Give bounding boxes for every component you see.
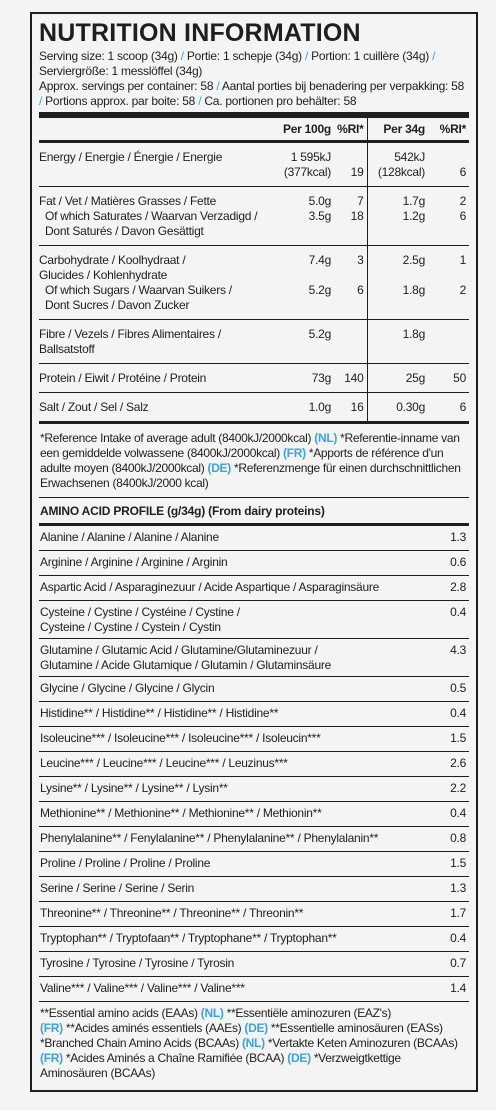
amino-name-line-1: Arginine / Arginine / Arginine / Arginin bbox=[40, 555, 228, 569]
amino-value: 1.5 bbox=[450, 731, 466, 745]
amino-value: 0.4 bbox=[450, 605, 466, 619]
amino-name bbox=[40, 806, 322, 821]
amino-name-line-1: Alanine / Alanine / Alanine / Alanine bbox=[40, 530, 219, 544]
amino-name-line-1: Leucine*** / Leucine*** / Leucine*** / Leuzinus*** bbox=[40, 756, 288, 770]
footnote-bcaa-fr: *Acides Aminés a Chaîne Ramifiée (BCAA) bbox=[65, 1051, 285, 1065]
carbs-label-2: Glucides / Kohlenhydrate bbox=[39, 268, 168, 282]
ri-note bbox=[39, 424, 469, 497]
amino-name-line-1: Cysteine / Cystine / Cystéine / Cystine / bbox=[40, 605, 240, 619]
amino-value: 2.6 bbox=[450, 756, 466, 770]
row-fibre bbox=[39, 320, 469, 364]
amino-row bbox=[39, 752, 469, 777]
footnote-eaa-fr: **Acides aminés essentiels (AAEs) bbox=[65, 1021, 242, 1035]
amino-row bbox=[39, 526, 469, 551]
servings-fr: Portions approx. par boite: 58 bbox=[45, 94, 196, 108]
serving-info: Serving size: 1 scoop (34g) / Portie: 1 schepje (34g) / Portion: 1 cuillère (34g) / Serviergröße: 1 messlöffel (34g) Approx. servings per container: 58 / Aantal porties bij benadering per verpakking: 58 / Portions approx. par boite: 58 / Ca. portionen pro behälter: 58 bbox=[39, 49, 465, 108]
energy-ri1: 19 bbox=[331, 142, 367, 187]
ri-note-de: *Referenzmenge für einen durchschnittlichen Erwachsenen (8400kJ/2000 kcal) bbox=[40, 461, 461, 490]
amino-name bbox=[40, 881, 194, 896]
fibre-label: Fibre / Vezels / Fibres Alimentaires / Ballsatstoff bbox=[39, 320, 271, 364]
amino-value: 0.4 bbox=[450, 806, 466, 820]
protein-p100: 73g bbox=[271, 364, 331, 393]
energy-kcal34: (128kcal) bbox=[377, 165, 425, 179]
amino-name-line-1: Lysine** / Lysine** / Lysine** / Lysin** bbox=[40, 781, 228, 795]
saturates-label-1: Of which Saturates / Waarvan Verzadigd / bbox=[45, 209, 258, 223]
serving-size-nl: Portie: 1 schepje (34g) bbox=[186, 49, 302, 63]
amino-name bbox=[40, 681, 214, 696]
amino-row bbox=[39, 551, 469, 576]
amino-value: 0.4 bbox=[450, 706, 466, 720]
label-title: NUTRITION INFORMATION bbox=[39, 19, 361, 47]
fat-ri2: 2 bbox=[459, 194, 466, 208]
amino-name-line-1: Tryptophan** / Tryptofaan** / Tryptophane** / Tryptophan** bbox=[40, 931, 337, 945]
amino-name-line-2: Cysteine / Cystine / Cystein / Cystin bbox=[40, 620, 221, 634]
amino-row bbox=[39, 677, 469, 702]
serving-size-de: Serviergröße: 1 messlöffel (34g) bbox=[39, 64, 203, 78]
protein-label: Protein / Eiwit / Protéine / Protein bbox=[39, 364, 271, 393]
row-carbs-group bbox=[39, 246, 469, 320]
footnote-eaa-nl-tag: (NL) bbox=[200, 1006, 224, 1020]
footnote-bcaa-fr-tag: (FR) bbox=[40, 1051, 63, 1065]
row-protein bbox=[39, 364, 469, 393]
salt-p34: 0.30g bbox=[367, 393, 425, 423]
sugars-p34: 1.8g bbox=[402, 283, 425, 297]
amino-name bbox=[40, 756, 288, 771]
amino-name-line-1: Methionine** / Methionine** / Methionine** / Methionin** bbox=[40, 806, 322, 820]
amino-list bbox=[39, 526, 469, 1002]
row-energy bbox=[39, 142, 469, 187]
ri-note-fr-tag: (FR) bbox=[282, 446, 306, 460]
amino-row bbox=[39, 902, 469, 927]
salt-ri1: 16 bbox=[331, 393, 367, 423]
saturates-ri2: 6 bbox=[459, 209, 466, 223]
amino-name-line-1: Serine / Serine / Serine / Serin bbox=[40, 881, 195, 895]
sugars-ri1: 6 bbox=[357, 283, 364, 297]
amino-name bbox=[40, 781, 228, 796]
amino-value: 0.6 bbox=[450, 555, 466, 569]
footnote-bcaa-de-tag: (DE) bbox=[287, 1051, 311, 1065]
amino-row bbox=[39, 601, 469, 639]
ri-note-de-tag: (DE) bbox=[207, 461, 231, 475]
amino-row bbox=[39, 952, 469, 977]
amino-name-line-1: Tyrosine / Tyrosine / Tyrosine / Tyrosin bbox=[40, 956, 235, 970]
header-ri2: %RI* bbox=[425, 118, 469, 142]
amino-name bbox=[40, 931, 337, 946]
amino-row bbox=[39, 977, 469, 1002]
energy-kcal100: (377kcal) bbox=[283, 165, 331, 179]
amino-value: 1.4 bbox=[450, 981, 466, 995]
header-per100: Per 100g bbox=[271, 118, 331, 142]
footnote-bcaa-en: *Branched Chain Amino Acids (BCAAs) bbox=[40, 1036, 239, 1050]
amino-name bbox=[40, 956, 234, 971]
carbs-p100: 7.4g bbox=[308, 253, 331, 267]
amino-name bbox=[40, 580, 379, 595]
amino-row bbox=[39, 727, 469, 752]
amino-row bbox=[39, 802, 469, 827]
amino-name bbox=[40, 530, 219, 545]
amino-name-line-1: Glutamine / Glutamic Acid / Glutamine/Glutaminezuur / bbox=[40, 643, 318, 657]
amino-value: 1.3 bbox=[450, 881, 466, 895]
amino-value: 2.8 bbox=[450, 580, 466, 594]
amino-value: 0.8 bbox=[450, 831, 466, 845]
energy-kj34: 542kJ bbox=[394, 150, 425, 164]
servings-en: Approx. servings per container: 58 bbox=[39, 79, 214, 93]
footnote-bcaa-de: *Verzweigtkettige Aminosäuren (BCAAs) bbox=[40, 1051, 401, 1080]
amino-name bbox=[40, 643, 331, 673]
amino-value: 4.3 bbox=[450, 643, 466, 657]
amino-value: 0.4 bbox=[450, 931, 466, 945]
row-fat-group bbox=[39, 187, 469, 246]
amino-name bbox=[40, 831, 378, 846]
footnote-eaa-nl: **Essentiële aminozuren (EAZ's) bbox=[226, 1006, 392, 1020]
fat-p100: 5.0g bbox=[308, 194, 331, 208]
serving-size-fr: Portion: 1 cuillère (34g) bbox=[311, 49, 429, 63]
footnotes bbox=[39, 1002, 469, 1081]
carbs-p34: 2.5g bbox=[402, 253, 425, 267]
protein-p34: 25g bbox=[367, 364, 425, 393]
fibre-ri2 bbox=[425, 320, 469, 364]
serving-size-en: Serving size: 1 scoop (34g) bbox=[39, 49, 178, 63]
ri-note-nl: *Referentie-inname van een gemiddelde volwassene (8400kJ/2000kcal) bbox=[40, 431, 460, 460]
amino-row bbox=[39, 827, 469, 852]
amino-name-line-1: Isoleucine*** / Isoleucine*** / Isoleucine*** / Isoleucin*** bbox=[40, 731, 321, 745]
servings-de: Ca. portionen pro behälter: 58 bbox=[204, 94, 357, 108]
salt-label: Salt / Zout / Sel / Salz bbox=[39, 393, 271, 423]
amino-name-line-2: Glutamine / Acide Glutamique / Glutamin / Glutaminsäure bbox=[40, 658, 332, 672]
amino-name-line-1: Phenylalanine** / Fenylalanine** / Phenylalanine** / Phenylalanin** bbox=[40, 831, 379, 845]
energy-ri2: 6 bbox=[425, 142, 469, 187]
amino-value: 2.2 bbox=[450, 781, 466, 795]
amino-row bbox=[39, 777, 469, 802]
amino-name bbox=[40, 856, 210, 871]
amino-value: 0.5 bbox=[450, 681, 466, 695]
carbs-label-1: Carbohydrate / Koolhydraat / bbox=[39, 253, 186, 267]
amino-value: 0.7 bbox=[450, 956, 466, 970]
amino-name bbox=[40, 706, 278, 721]
amino-value: 1.7 bbox=[450, 906, 466, 920]
amino-name-line-1: Valine*** / Valine*** / Valine*** / Valine*** bbox=[40, 981, 245, 995]
fibre-p34: 1.8g bbox=[367, 320, 425, 364]
amino-name-line-1: Aspartic Acid / Asparaginezuur / Acide Aspartique / Asparaginsäure bbox=[40, 580, 380, 594]
energy-kj100: 1 595kJ bbox=[290, 150, 331, 164]
amino-row bbox=[39, 877, 469, 902]
fibre-ri1 bbox=[331, 320, 367, 364]
amino-name-line-1: Histidine** / Histidine** / Histidine** / Histidine** bbox=[40, 706, 279, 720]
header-ri1: %RI* bbox=[331, 118, 367, 142]
table-header-row bbox=[39, 118, 469, 142]
fat-ri1: 7 bbox=[357, 194, 364, 208]
footnote-bcaa-nl-tag: (NL) bbox=[241, 1036, 265, 1050]
footnote-eaa-de: **Essentielle aminosäuren (EASs) bbox=[270, 1021, 443, 1035]
fibre-p100: 5.2g bbox=[271, 320, 331, 364]
salt-ri2: 6 bbox=[425, 393, 469, 423]
amino-title: AMINO ACID PROFILE (g/34g) (From dairy proteins) bbox=[40, 504, 325, 518]
saturates-p100: 3.5g bbox=[308, 209, 331, 223]
amino-row bbox=[39, 702, 469, 727]
amino-value: 1.3 bbox=[450, 530, 466, 544]
row-salt bbox=[39, 393, 469, 423]
energy-label: Energy / Energie / Énergie / Energie bbox=[39, 142, 271, 187]
footnote-eaa-fr-tag: (FR) bbox=[40, 1021, 63, 1035]
amino-name bbox=[40, 731, 321, 746]
protein-ri1: 140 bbox=[331, 364, 367, 393]
ri-note-nl-tag: (NL) bbox=[314, 431, 338, 445]
amino-row bbox=[39, 576, 469, 601]
carbs-ri1: 3 bbox=[357, 253, 364, 267]
amino-row bbox=[39, 852, 469, 877]
ri-note-en: *Reference Intake of average adult (8400kJ/2000kcal) bbox=[40, 431, 312, 445]
ri-note-fr: *Apports de référence d'un adulte moyen (8400kJ/2000kcal) bbox=[40, 446, 444, 475]
amino-name-line-1: Threonine** / Threonine** / Threonine** / Threonin** bbox=[40, 906, 304, 920]
footnote-eaa-de-tag: (DE) bbox=[244, 1021, 268, 1035]
sugars-ri2: 2 bbox=[459, 283, 466, 297]
protein-ri2: 50 bbox=[425, 364, 469, 393]
fat-p34: 1.7g bbox=[402, 194, 425, 208]
saturates-label-2: Dont Saturés / Davon Gesättigt bbox=[45, 224, 204, 238]
footnote-eaa-en: **Essential amino acids (EAAs) bbox=[40, 1006, 198, 1020]
sugars-label-1: Of which Sugars / Waarvan Suikers / bbox=[45, 283, 232, 297]
footnote-bcaa-nl: *Vertakte Keten Aminozuren (BCAAs) bbox=[267, 1036, 458, 1050]
header-per34: Per 34g bbox=[367, 118, 425, 142]
amino-name-line-1: Proline / Proline / Proline / Proline bbox=[40, 856, 211, 870]
fat-label: Fat / Vet / Matières Grasses / Fette bbox=[39, 194, 217, 208]
amino-name bbox=[40, 906, 303, 921]
servings-nl: Aantal porties bij benadering per verpakking: 58 bbox=[221, 79, 465, 93]
sugars-label-2: Dont Sucres / Davon Zucker bbox=[45, 298, 190, 312]
amino-name bbox=[40, 981, 245, 996]
amino-name-line-1: Glycine / Glycine / Glycine / Glycin bbox=[40, 681, 215, 695]
carbs-ri2: 1 bbox=[459, 253, 466, 267]
nutrition-table bbox=[39, 118, 469, 424]
amino-row bbox=[39, 639, 469, 677]
nutrition-label bbox=[30, 12, 478, 1092]
amino-value: 1.5 bbox=[450, 856, 466, 870]
amino-name bbox=[40, 555, 227, 570]
amino-name bbox=[40, 605, 240, 635]
sugars-p100: 5.2g bbox=[308, 283, 331, 297]
amino-row bbox=[39, 927, 469, 952]
salt-p100: 1.0g bbox=[271, 393, 331, 423]
saturates-p34: 1.2g bbox=[402, 209, 425, 223]
saturates-ri1: 18 bbox=[350, 209, 364, 223]
